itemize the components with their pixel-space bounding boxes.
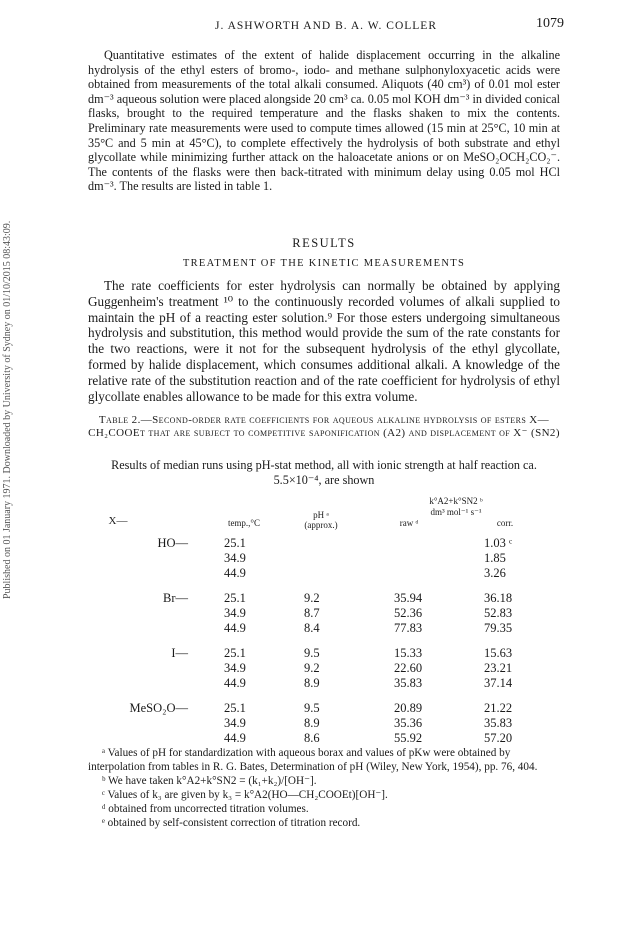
cell-raw: 55.92: [394, 731, 423, 745]
footnote-b: ᵇ We have taken k°A2+k°SN2 = (k₁+k₂)/[OH⁻].: [102, 775, 317, 787]
cell-temp: 25.1: [224, 701, 246, 715]
cell-ph: 8.7: [304, 606, 320, 620]
cell-temp: 34.9: [224, 716, 246, 730]
header-x: X—: [108, 515, 128, 527]
cell-raw: 35.94: [394, 591, 423, 605]
cell-raw: 35.83: [394, 676, 423, 690]
cell-ph: 9.2: [304, 591, 320, 605]
table-caption: [88, 414, 560, 440]
cell-temp: 44.9: [224, 621, 246, 635]
cell-corr: 1.85: [484, 551, 506, 565]
table-caption-lead: Table 2.—: [98, 414, 153, 426]
cell-temp: 44.9: [224, 676, 246, 690]
cell-ph: 9.5: [304, 701, 320, 715]
subsection-heading: TREATMENT OF THE KINETIC MEASUREMENTS: [182, 258, 466, 269]
header-raw: raw ᵈ: [399, 518, 419, 528]
paragraph-treatment: The rate coefficients for ester hydrolysis can normally be obtained by applying Guggenheim's treatment ¹⁰ to the continuously recorded volumes of alkali supplied to maintain the pH of a reacting ester solution.⁹ For those esters undergoing simultaneous hydrolysis and substitution, this method would provide the sum of the rate constants for the two reactions, were it not for the subsequent hydrolysis of the ethyl glycollate, formed by halide displacement, which consumes additional alkali. A knowledge of the relative rate of the substitution reaction and of the rate coefficient for hydrolysis of ethyl glycollate enables allowance to be made for this extra volume.: [88, 278, 560, 404]
cell-temp: 44.9: [224, 566, 246, 580]
cell-raw: 77.83: [394, 621, 423, 635]
cell-corr: 36.18: [484, 591, 513, 605]
cell-ph: 8.6: [304, 731, 320, 745]
row-group-label: HO—: [157, 536, 188, 550]
row-group-label: MeSO₂O—: [129, 701, 188, 715]
running-head: J. ASHWORTH AND B. A. W. COLLER: [215, 20, 437, 32]
cell-corr: 35.83: [484, 716, 513, 730]
cell-corr: 1.03 ᶜ: [484, 536, 513, 550]
cell-corr: 3.26: [484, 566, 506, 580]
cell-raw: 20.89: [394, 701, 423, 715]
header-k-units: dm³ mol⁻¹ s⁻¹: [430, 507, 482, 517]
download-stamp: Published on 01 January 1971. Downloaded by University of Sydney on 01/10/2015 08:43:09.: [2, 220, 13, 600]
page-number: 1079: [536, 16, 564, 31]
cell-temp: 34.9: [224, 551, 246, 565]
paragraph-method: Quantitative estimates of the extent of halide displacement occurring in the alkaline hydrolysis of the ethyl esters of bromo-, iodo- and methane sulphonyloxyacetic acids were obtained from measurements of the total alkali consumed. Aliquots (40 cm³) of 0.01 mol ester dm⁻³ aqueous solution were placed alongside 20 cm³ ca. 0.05 mol KOH dm⁻³ in divided conical flasks, brought to the required temperature and the flasks shaken to mix the contents. Preliminary rate measurements were used to compute times allowed (15 min at 25°C, 10 min at 35°C and 5 min at 45°C), to complete effectively the hydrolysis of both substrate and ethyl glycollate while minimizing further attack on the haloacetate anions or on MeSO₂OCH₂CO₂⁻. The contents of the flasks were then back-titrated with minimum delay using 0.05 mol HCl dm⁻³. The results are listed in table 1.: [88, 48, 560, 194]
cell-raw: 35.36: [394, 716, 423, 730]
cell-temp: 25.1: [224, 646, 246, 660]
cell-corr: 23.21: [484, 661, 513, 675]
cell-ph: 8.9: [304, 716, 320, 730]
cell-ph: 9.5: [304, 646, 320, 660]
cell-corr: 79.35: [484, 621, 513, 635]
cell-raw: 15.33: [394, 646, 423, 660]
footnote-c: ᶜ Values of k₃ are given by k₃ = k°A2(HO—CH₂COOEt)[OH⁻].: [102, 789, 388, 801]
cell-ph: 8.9: [304, 676, 320, 690]
cell-ph: 8.4: [304, 621, 320, 635]
cell-ph: 9.2: [304, 661, 320, 675]
rate-coefficient-table: [88, 496, 560, 745]
row-group-label: I—: [171, 646, 188, 660]
header-ph: pH ᵃ (approx.): [304, 510, 338, 530]
footnote-d: ᵈ obtained from uncorrected titration volumes.: [102, 803, 309, 815]
cell-corr: 21.22: [484, 701, 513, 715]
footnote-a: ᵃ Values of pH for standardization with aqueous borax and values of pKw were obtained by interpolation from tables in R. G. Bates, Determination of pH (Wiley, New York, 1954), pp. 76, 404.: [88, 747, 538, 773]
table-footnotes: [88, 746, 566, 830]
cell-corr: 52.83: [484, 606, 513, 620]
cell-raw: 22.60: [394, 661, 423, 675]
table-caption-text: Second-order rate coefficients for aqueous alkaline hydrolysis of esters X—CH₂COOEt that are subject to competitive saponification (A2) and displacement of X⁻ (SN2): [88, 414, 560, 440]
row-group-label: Br—: [163, 591, 188, 605]
cell-corr: 57.20: [484, 731, 513, 745]
cell-raw: 52.36: [394, 606, 423, 620]
cell-corr: 15.63: [484, 646, 513, 660]
header-corr: corr.: [496, 518, 514, 528]
section-heading-results: RESULTS: [292, 236, 356, 250]
header-k: k°A2+k°SN2 ᵇ: [429, 496, 483, 506]
cell-temp: 34.9: [224, 661, 246, 675]
footnote-e: ᵉ obtained by self-consistent correction of titration record.: [102, 817, 361, 829]
cell-temp: 34.9: [224, 606, 246, 620]
cell-temp: 25.1: [224, 591, 246, 605]
page-header: [88, 16, 564, 36]
cell-temp: 44.9: [224, 731, 246, 745]
table-subcaption: Results of median runs using pH-stat method, all with ionic strength at half reaction ca. 5.5×10⁻⁴, are shown: [111, 458, 537, 487]
cell-temp: 25.1: [224, 536, 246, 550]
header-temp: temp.,°C: [227, 518, 261, 528]
cell-corr: 37.14: [484, 676, 513, 690]
